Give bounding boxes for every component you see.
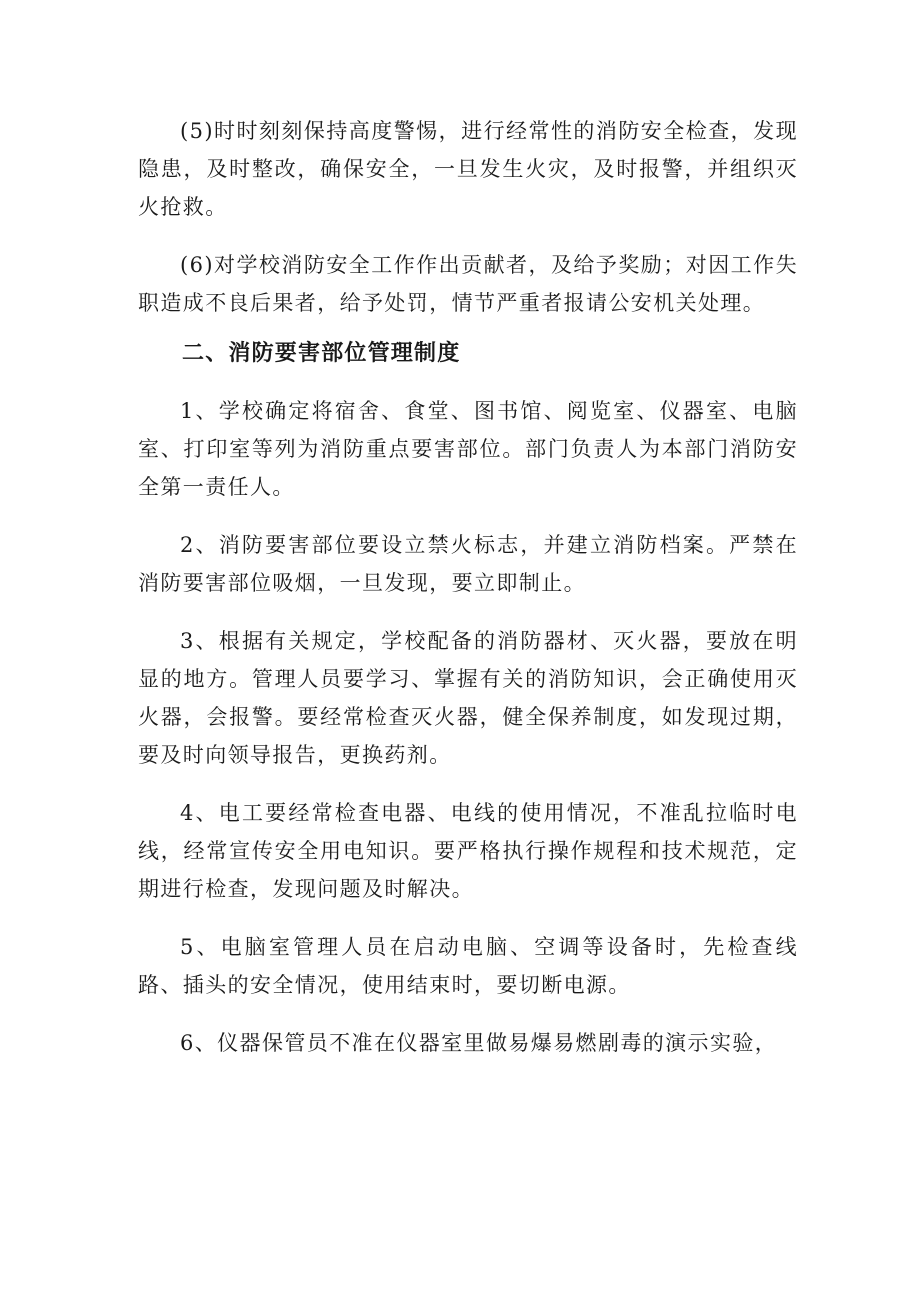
rule-item-3: 3、根据有关规定，学校配备的消防器材、灭火器，要放在明显的地方。管理人员要学习、掌握有关的消防知识，会正确使用灭火器，会报警。要经常检查灭火器，健全保养制度，如发现过期，要及时向领导报告，更换药剂。 bbox=[138, 629, 798, 767]
rule-item-2: 2、消防要害部位要设立禁火标志，并建立消防档案。严禁在消防要害部位吸烟，一旦发现，要立即制止。 bbox=[138, 533, 798, 595]
rule-item-1: 1、学校确定将宿舍、食堂、图书馆、阅览室、仪器室、电脑室、打印室等列为消防重点要害部位。部门负责人为本部门消防安全第一责任人。 bbox=[138, 399, 798, 499]
rule-item-4: 4、电工要经常检查电器、电线的使用情况，不准乱拉临时电线，经常宣传安全用电知识。要严格执行操作规程和技术规范，定期进行检查，发现问题及时解决。 bbox=[138, 801, 798, 901]
rule-item-5: 5、电脑室管理人员在启动电脑、空调等设备时，先检查线路、插头的安全情况，使用结束时，要切断电源。 bbox=[138, 935, 798, 997]
paragraph-item-5: (5)时时刻刻保持高度警惕，进行经常性的消防安全检查，发现隐患，及时整改，确保安全，一旦发生火灾，及时报警，并组织灭火抢救。 bbox=[138, 119, 798, 219]
rule-item-6: 6、仪器保管员不准在仪器室里做易爆易燃剧毒的演示实验， bbox=[180, 1031, 778, 1055]
section-heading: 二、消防要害部位管理制度 bbox=[182, 341, 461, 366]
document-body bbox=[138, 112, 798, 1062]
paragraph-item-6: (6)对学校消防安全工作作出贡献者，及给予奖励；对因工作失职造成不良后果者，给予处罚，情节严重者报请公安机关处理。 bbox=[138, 253, 798, 315]
